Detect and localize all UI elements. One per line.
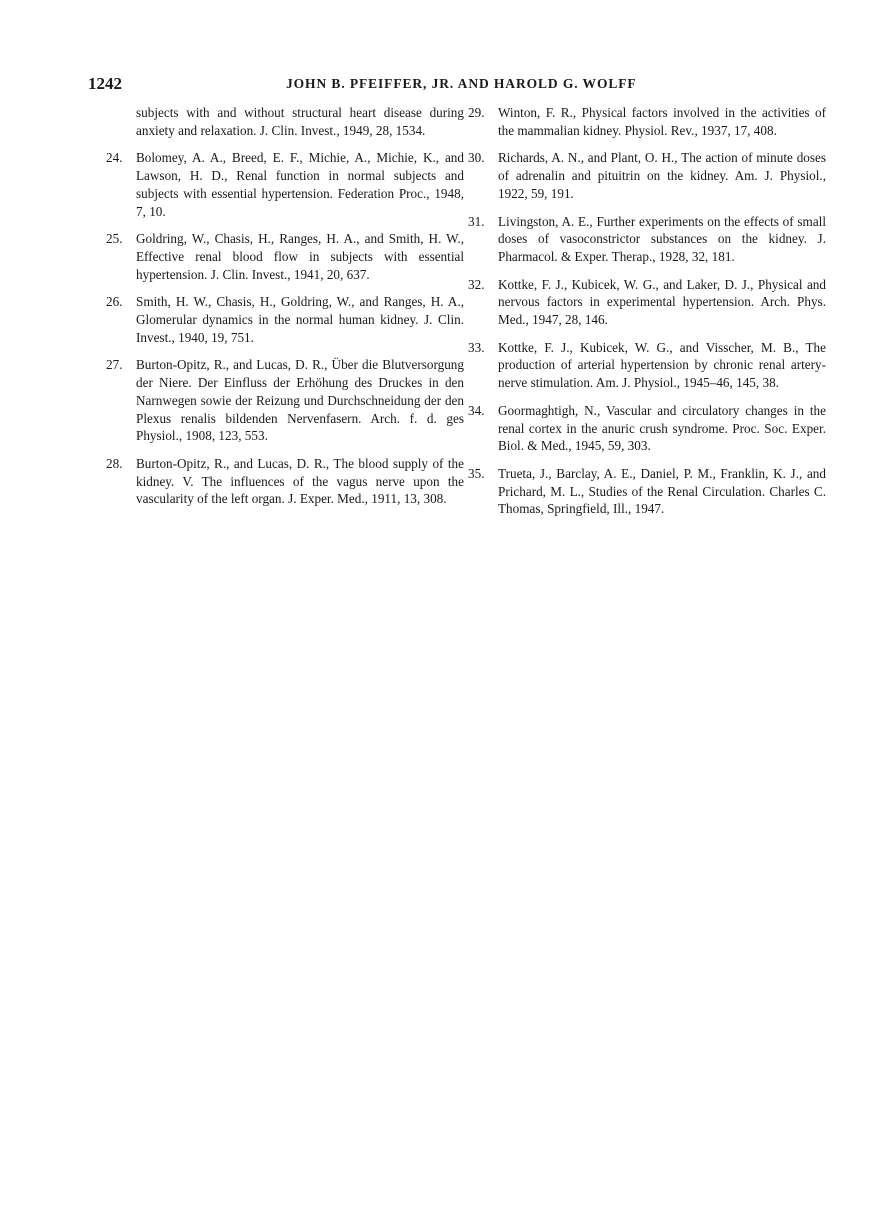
- reference-28: [106, 455, 464, 508]
- reference-30: [468, 149, 826, 202]
- reference-number: 28.: [106, 455, 123, 471]
- reference-text: Goldring, W., Chasis, H., Ranges, H. A., and Smith, H. W., Effective renal blood flow in subjects with essential hypertension. J. Clin. Invest., 1941, 20, 637.: [136, 231, 464, 282]
- reference-32: [468, 276, 826, 329]
- reference-33: [468, 339, 826, 392]
- reference-text: Trueta, J., Barclay, A. E., Daniel, P. M., Franklin, K. J., and Prichard, M. L., Studies of the Renal Circulation. Charles C. Thomas, Springfield, Ill., 1947.: [498, 465, 826, 517]
- reference-text: Richards, A. N., and Plant, O. H., The action of minute doses of adrenalin and pituitrin on the kidney. Am. J. Physiol., 1922, 59, 191.: [498, 150, 826, 201]
- reference-number: 25.: [106, 231, 123, 247]
- reference-31: [468, 213, 826, 266]
- reference-number: 31.: [468, 213, 485, 229]
- left-column: [106, 104, 464, 518]
- reference-number: 30.: [468, 150, 485, 166]
- page-number: 1242: [88, 74, 122, 93]
- running-head: JOHN B. PFEIFFER, JR. AND HAROLD G. WOLFF: [286, 76, 637, 91]
- reference-number: 35.: [468, 465, 485, 481]
- reference-number: 33.: [468, 339, 485, 355]
- reference-continuation: [106, 104, 464, 139]
- reference-text: Winton, F. R., Physical factors involved in the activities of the mammalian kidney. Physiol. Rev., 1937, 17, 408.: [498, 105, 826, 138]
- reference-number: 24.: [106, 150, 123, 166]
- reference-29: [468, 104, 826, 139]
- reference-35: [468, 465, 826, 518]
- reference-text: Goormaghtigh, N., Vascular and circulatory changes in the renal cortex in the anuric crush syndrome. Proc. Soc. Exper. Biol. & Med., 1945, 59, 303.: [498, 402, 826, 454]
- reference-number: 32.: [468, 276, 485, 292]
- reference-text: Kottke, F. J., Kubicek, W. G., and Visscher, M. B., The production of arterial hypertension by chronic renal artery-nerve stimulation. Am. J. Physiol., 1945–46, 145, 38.: [498, 339, 826, 391]
- right-column: [468, 104, 826, 528]
- reference-24: [106, 149, 464, 220]
- reference-25: [106, 230, 464, 283]
- reference-text: Smith, H. W., Chasis, H., Goldring, W., and Ranges, H. A., Glomerular dynamics in the normal human kidney. J. Clin. Invest., 1940, 19, 751.: [136, 294, 464, 345]
- reference-number: 34.: [468, 402, 485, 418]
- reference-26: [106, 293, 464, 346]
- reference-number: 29.: [468, 105, 485, 120]
- reference-text: Livingston, A. E., Further experiments on the effects of small doses of vasoconstrictor substances on the kidney. J. Pharmacol. & Exper. Therap., 1928, 32, 181.: [498, 213, 826, 264]
- reference-number: 26.: [106, 294, 123, 310]
- reference-text: subjects with and without structural heart disease during anxiety and relaxation. J. Clin. Invest., 1949, 28, 1534.: [136, 105, 464, 138]
- reference-number: 27.: [106, 357, 123, 373]
- reference-text: Burton-Opitz, R., and Lucas, D. R., The blood supply of the kidney. V. The influences of the vagus nerve upon the vascularity of the left organ. J. Exper. Med., 1911, 13, 308.: [136, 455, 464, 507]
- reference-27: [106, 356, 464, 445]
- page-header: [88, 74, 800, 98]
- reference-34: [468, 402, 826, 455]
- reference-text: Bolomey, A. A., Breed, E. F., Michie, A., Michie, K., and Lawson, H. D., Renal function in normal subjects and subjects with essential hypertension. Federation Proc., 1948, 7, 10.: [136, 150, 464, 219]
- reference-text: Burton-Opitz, R., and Lucas, D. R., Über die Blutversorgung der Niere. Der Einfluss der Erhöhung des Druckes in den Narnwegen sowie der Reizung und Durchschneidung der den Plexus renalis bildenden Nervenfasern. Arch. f. d. ges Physiol., 1908, 123, 553.: [136, 357, 464, 444]
- reference-text: Kottke, F. J., Kubicek, W. G., and Laker, D. J., Physical and nervous factors in experimental hypertension. Arch. Phys. Med., 1947, 28, 146.: [498, 276, 826, 328]
